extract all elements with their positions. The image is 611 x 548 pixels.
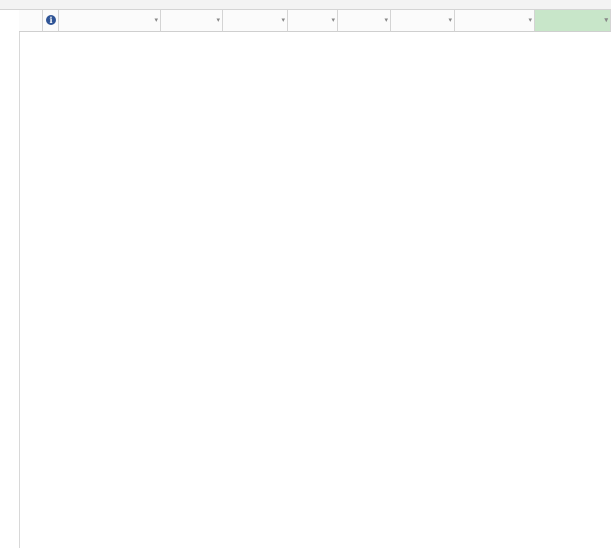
chevron-down-icon[interactable]: ▾: [154, 17, 158, 24]
header-task-name[interactable]: [59, 10, 161, 32]
chevron-down-icon[interactable]: ▾: [281, 17, 285, 24]
chevron-down-icon[interactable]: ▾: [604, 17, 608, 24]
chevron-down-icon[interactable]: ▾: [448, 17, 452, 24]
chevron-down-icon[interactable]: ▾: [384, 17, 388, 24]
header-resources[interactable]: [455, 10, 535, 32]
header-duration[interactable]: [223, 10, 288, 32]
chevron-down-icon[interactable]: ▾: [528, 17, 532, 24]
header-row-number[interactable]: [19, 10, 43, 32]
info-icon: i: [46, 15, 56, 25]
task-grid: [19, 10, 611, 548]
header-successors[interactable]: [391, 10, 455, 32]
header-leveling-delay[interactable]: [161, 10, 223, 32]
chevron-down-icon[interactable]: ▾: [216, 17, 220, 24]
header-add-new-column[interactable]: [535, 10, 611, 32]
header-finish[interactable]: [338, 10, 391, 32]
chevron-down-icon[interactable]: ▾: [331, 17, 335, 24]
header-indicators[interactable]: [43, 10, 59, 32]
view-bar[interactable]: [0, 10, 20, 548]
header-start[interactable]: [288, 10, 338, 32]
ribbon-bar: [0, 0, 611, 10]
